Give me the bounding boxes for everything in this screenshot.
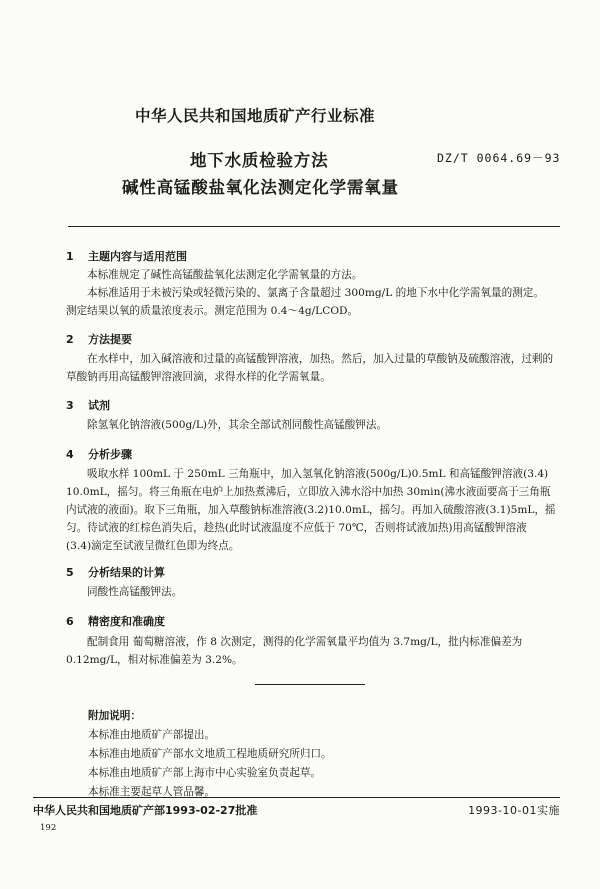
section-3-body — [66, 416, 562, 434]
note-item: 本标准由地质矿产部上海市中心实验室负责起草。 — [88, 767, 322, 779]
section-1-heading — [66, 248, 187, 264]
section-number: 3 — [66, 399, 74, 412]
section-2-body — [66, 350, 562, 386]
section-number: 5 — [66, 566, 74, 579]
standard-code: DZ/T 0064.69－93 — [437, 151, 561, 165]
section-6-body — [66, 633, 562, 669]
page-number: 192 — [40, 823, 57, 833]
section-title: 精密度和准确度 — [88, 615, 165, 628]
text-line: 同酸性高锰酸钾法。 — [87, 586, 183, 598]
text-line: 吸取水样 100mL 于 250mL 三角瓶中，加入氢氧化钠溶液(500g/L)0.5mL 和高锰酸钾溶液(3.4) — [87, 468, 549, 480]
text-line: 除氢氧化钠溶液(500g/L)外，其余全部试剂同酸性高锰酸钾法。 — [87, 419, 388, 431]
text-line: 内试液的液面)。取下三角瓶，加入草酸钠标准溶液(3.2)10.0mL，摇匀。再加入硫酸溶液(3.1)5mL，摇 — [66, 504, 556, 516]
section-title: 分析步骤 — [88, 448, 132, 461]
section-4-body — [66, 465, 562, 555]
section-6-heading — [66, 613, 165, 629]
note-item: 本标准主要起草人管品馨。 — [88, 786, 216, 798]
document-title-line1: 地下水质检验方法 — [190, 151, 329, 170]
footer-divider — [33, 797, 560, 798]
additional-notes — [88, 707, 332, 802]
text-line: 在水样中，加入碱溶液和过量的高锰酸钾溶液，加热。然后，加入过量的草酸钠及硫酸溶液，过剩的 — [87, 353, 554, 365]
text-line: 测定结果以氧的质量浓度表示。测定范围为 0.4～4g/LCOD。 — [66, 305, 359, 317]
header-divider — [68, 226, 560, 227]
section-title: 试剂 — [88, 399, 110, 412]
note-item: 本标准由地质矿产部提出。 — [88, 729, 216, 741]
text-line: 本标准适用于未被污染或轻微污染的、氯离子含量超过 300mg/L 的地下水中化学需氧量的测定。 — [87, 287, 544, 299]
section-2-heading — [66, 331, 132, 347]
section-number: 1 — [66, 250, 74, 263]
section-number: 4 — [66, 448, 74, 461]
section-3-heading — [66, 397, 110, 413]
section-number: 6 — [66, 615, 74, 628]
section-4-heading — [66, 446, 132, 462]
section-1-body — [66, 266, 562, 320]
section-title: 方法提要 — [88, 333, 132, 346]
section-5-body — [66, 583, 562, 601]
section-number: 2 — [66, 333, 74, 346]
text-line: 10.0mL，摇匀。将三角瓶在电炉上加热煮沸后，立即放入沸水浴中加热 30min(沸水液面要高于三角瓶 — [66, 486, 551, 498]
section-title: 主题内容与适用范围 — [88, 250, 187, 263]
text-line: (3.4)滴定至试液呈微红色即为终点。 — [66, 540, 240, 552]
text-line: 0.12mg/L，相对标准偏差为 3.2%。 — [66, 654, 243, 666]
text-line: 配制食用 葡萄糖溶液，作 8 次测定，测得的化学需氧量平均值为 3.7mg/L，批内标准偏差为 — [87, 636, 523, 648]
approval-date: 中华人民共和国地质矿产部1993-02-27批准 — [33, 804, 258, 817]
notes-title: 附加说明： — [88, 710, 141, 722]
document-title-line2: 碱性高锰酸盐氧化法测定化学需氧量 — [122, 178, 399, 197]
text-line: 本标准规定了碱性高锰酸盐氧化法测定化学需氧量的方法。 — [87, 269, 363, 281]
text-line: 草酸钠再用高锰酸钾溶液回滴，求得水样的化学需氧量。 — [66, 371, 331, 383]
implementation-date: 1993-10-01实施 — [468, 804, 560, 817]
text-line: 匀。待试液的红棕色消失后，趁热(此时试液温度不应低于 70℃，否则将试液加热)用高锰酸钾溶液 — [66, 522, 527, 534]
notes-divider — [255, 684, 365, 685]
issuing-organization: 中华人民共和国地质矿产行业标准 — [135, 107, 376, 125]
note-item: 本标准由地质矿产部水文地质工程地质研究所归口。 — [88, 748, 332, 760]
section-title: 分析结果的计算 — [88, 566, 165, 579]
section-5-heading — [66, 564, 165, 580]
